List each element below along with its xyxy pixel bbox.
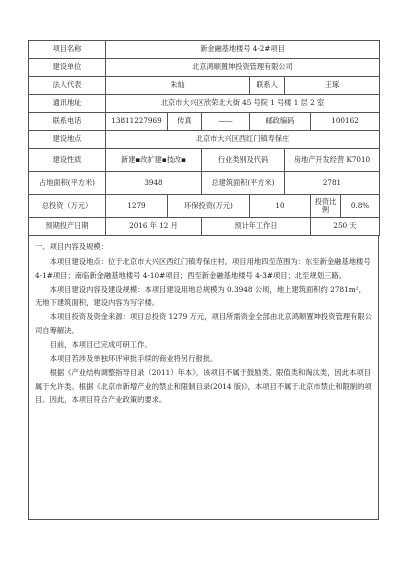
field-value: 朱灿 [106,77,250,95]
field-value: 1279 [106,195,168,218]
paragraph-location: 本项目建设地点：位于北京市大兴区西红门镇寿保庄村。项目用地四至范围为：东至新金融基地楼号 4-1#项目；南临新金融基地楼号 4-10#项目；西至新金融基地楼号 4-3#项目；北至规划三路。 [35,256,371,280]
field-label: 联系电话 [29,113,106,131]
table-row [29,113,380,131]
field-label: 建设性质 [29,149,106,172]
field-label: 传真 [168,113,202,131]
field-value: 新建▪改扩建▪技改▪ [106,149,202,172]
field-label: 联系人 [250,77,285,95]
table-row [29,218,380,236]
field-value: 新金融基地楼号 4-2#项目 [106,41,380,59]
paragraph-scale: 本项目建设内容及建设规模：本项目建设用地总规模为 0.3948 公顷，地上建筑面积约 2781m²，无地下建筑面积，建设内容为写字楼。 [35,284,366,308]
field-value: 北京鸿顺置坤投资管理有限公司 [106,59,380,77]
field-label: 投资比例 [311,195,341,218]
field-label: 邮政编码 [250,113,311,131]
section-heading: 一、项目内容及规模： [35,242,108,251]
field-label: 预期投产日期 [29,218,106,236]
table-row [29,95,380,113]
field-value: 3948 [106,172,202,195]
field-label: 环保投资(万元) [168,195,250,218]
field-label: 行业类别及代码 [202,149,285,172]
paragraph-funding: 本项目投资及资金来源：项目总投资 1279 万元，项目所需资金全部由北京鸿顺置坤投资管理有限公司自筹解决。 [35,312,372,336]
field-value: 250 天 [311,218,380,236]
field-value: 房地产开发经营 K7010 [285,149,380,172]
field-value: —— [202,113,250,131]
field-label: 总投资（万元） [29,195,106,218]
field-label: 项目名称 [29,41,106,59]
project-description [28,236,379,520]
table-row [29,131,380,149]
field-value: 王琢 [285,77,380,95]
table-row [29,195,380,218]
field-value: 北京市大兴区西红门镇寿保庄 [106,131,380,149]
project-info-table [28,40,380,236]
field-label: 法人代表 [29,77,106,95]
field-value: 2781 [285,172,380,195]
table-row [29,172,380,195]
table-row [29,59,380,77]
field-label: 占地面积(平方米) [29,172,106,195]
field-value: 北京市大兴区欣荣北大街 45 号院 1 号楼 1 层 2 室 [106,95,380,113]
field-value: 100162 [311,113,380,131]
table-row [29,41,380,59]
field-label: 建设地点 [29,131,106,149]
field-value: 2016 年 12 月 [106,218,202,236]
field-label: 通讯地址 [29,95,106,113]
table-row [29,149,380,172]
paragraph-approval: 本项目若涉及单独环评审批手续的商业将另行报批。 [49,353,218,363]
field-label: 建设单位 [29,59,106,77]
paragraph-policy: 根据《产业结构调整指导目录（2011）年本》，该项目不属于鼓励类、限值类和淘汰类，因此本项目属于允许类。根据《北京市新增产业的禁止和限制目录(2014 版)》，本项目不属于北京市禁止和限制的项目。因此，本项目符合产业政策的要求。 [35,367,372,405]
field-value: 0.8% [341,195,380,218]
table-row [29,77,380,95]
document-page [28,40,379,551]
field-label: 总建筑面积(平方米) [202,172,285,195]
field-value: 13811227969 [106,113,168,131]
field-label: 预计年工作日 [202,218,311,236]
field-value: 10 [250,195,311,218]
paragraph-status: 目前，本项目已完成可研工作。 [49,340,152,350]
